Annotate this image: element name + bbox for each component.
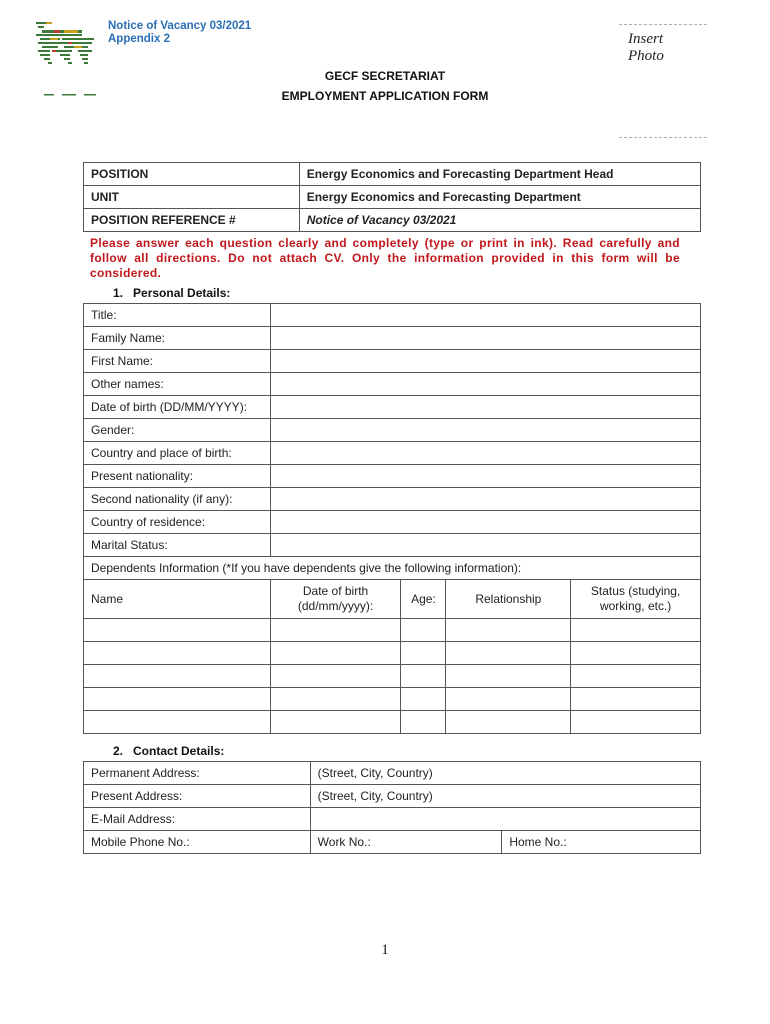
position-value: Energy Economics and Forecasting Department Head [299,163,700,186]
dependent-dob-cell[interactable] [270,665,401,688]
dependent-relationship-cell[interactable] [446,619,571,642]
field-label: Present nationality: [84,465,271,488]
permanent-address-input[interactable]: (Street, City, Country) [310,762,700,785]
first-name-input[interactable] [270,350,700,373]
table-row [84,304,701,327]
title-input[interactable] [270,304,700,327]
contact-details-table [83,761,701,854]
date-of-birth-input[interactable] [270,396,700,419]
gender-input[interactable] [270,419,700,442]
field-label: Other names: [84,373,271,396]
field-label: Date of birth (DD/MM/YYYY): [84,396,271,419]
photo-placeholder-line1: Insert [628,31,663,47]
unit-value: Energy Economics and Forecasting Department [299,186,700,209]
present-address-label: Present Address: [84,785,311,808]
field-label: Marital Status: [84,534,271,557]
dependent-status-header [571,580,701,619]
table-row [84,350,701,373]
org-title: GECF SECRETARIAT [324,69,446,83]
present-address-input[interactable]: (Street, City, Country) [310,785,700,808]
photo-frame-bottom [619,137,707,138]
table-row [84,488,701,511]
work-number-input[interactable]: Work No.: [310,831,502,854]
table-row [84,209,701,232]
table-row [84,373,701,396]
form-title: EMPLOYMENT APPLICATION FORM [281,89,489,103]
dependent-age-cell[interactable] [401,642,446,665]
dependent-status-cell[interactable] [571,665,701,688]
field-label: First Name: [84,350,271,373]
table-row [84,465,701,488]
email-input[interactable] [310,808,700,831]
dependent-name-cell[interactable] [84,665,271,688]
home-number-input[interactable]: Home No.: [502,831,701,854]
dependent-status-cell[interactable] [571,688,701,711]
appendix-label: Appendix 2 [108,33,170,45]
dependent-dob-cell[interactable] [270,619,401,642]
field-label: Second nationality (if any): [84,488,271,511]
table-row [84,557,701,580]
table-row [84,534,701,557]
position-table [83,162,701,232]
dependent-row [84,711,701,734]
marital-status-input[interactable] [270,534,700,557]
dependent-status-cell[interactable] [571,711,701,734]
table-row [84,831,701,854]
other-names-input[interactable] [270,373,700,396]
dependent-row [84,619,701,642]
dependent-dob-cell[interactable] [270,688,401,711]
field-label: Country of residence: [84,511,271,534]
dependent-dob-header [270,580,401,619]
second-nationality-input[interactable] [270,488,700,511]
dependent-age-header: Age: [401,580,446,619]
field-label: Title: [84,304,271,327]
photo-placeholder-line2: Photo [628,48,664,64]
photo-placeholder[interactable] [628,31,664,65]
contact-details-heading: 2. Contact Details: [113,744,225,758]
dependent-row [84,665,701,688]
dependent-name-cell[interactable] [84,619,271,642]
permanent-address-label: Permanent Address: [84,762,311,785]
country-of-residence-input[interactable] [270,511,700,534]
dependent-dob-cell[interactable] [270,711,401,734]
dependent-status-cell[interactable] [571,619,701,642]
dependent-name-cell[interactable] [84,688,271,711]
vacancy-number: Notice of Vacancy 03/2021 [108,20,252,32]
dependent-name-header: Name [84,580,271,619]
page-number: 1 [381,942,389,958]
table-row [84,327,701,350]
photo-frame-top [619,24,707,25]
field-label: Family Name: [84,327,271,350]
vacancy-reference [108,20,251,46]
dependent-age-cell[interactable] [401,688,446,711]
dependent-dob-header-line1: Date of birth [302,584,369,598]
position-reference-value: Notice of Vacancy 03/2021 [299,209,700,232]
table-row [84,163,701,186]
personal-details-table [83,303,701,734]
dependents-header-row [84,580,701,619]
dependent-dob-header-line2: (dd/mm/yyyy): [297,599,374,613]
dependent-age-cell[interactable] [401,619,446,642]
dependent-relationship-cell[interactable] [446,642,571,665]
position-label: POSITION [84,163,300,186]
position-reference-label: POSITION REFERENCE # [84,209,300,232]
dependent-name-cell[interactable] [84,711,271,734]
table-row [84,419,701,442]
dependent-status-header-line1: Status (studying, [590,584,681,598]
gecf-logo-icon [34,20,104,100]
dependent-relationship-cell[interactable] [446,688,571,711]
dependent-row [84,688,701,711]
present-nationality-input[interactable] [270,465,700,488]
table-row [84,808,701,831]
dependent-dob-cell[interactable] [270,642,401,665]
table-row [84,442,701,465]
table-row [84,186,701,209]
dependent-status-cell[interactable] [571,642,701,665]
family-name-input[interactable] [270,327,700,350]
unit-label: UNIT [84,186,300,209]
dependents-info-label: Dependents Information (*If you have dependents give the following information): [84,557,701,580]
email-label: E-Mail Address: [84,808,311,831]
field-label: Country and place of birth: [84,442,271,465]
mobile-phone-label: Mobile Phone No.: [84,831,311,854]
birthplace-input[interactable] [270,442,700,465]
table-row [84,762,701,785]
dependent-age-cell[interactable] [401,711,446,734]
table-row [84,511,701,534]
dependent-relationship-cell[interactable] [446,711,571,734]
dependent-row [84,642,701,665]
instructions-text: Please answer each question clearly and completely (type or print in ink). Read carefully and follow all directions. Do not attach CV. Only the information provided in this form will be considered. [90,236,680,280]
table-row [84,785,701,808]
dependent-relationship-cell[interactable] [446,665,571,688]
field-label: Gender: [84,419,271,442]
dependent-age-cell[interactable] [401,665,446,688]
personal-details-heading: 1. Personal Details: [113,286,231,300]
table-row [84,396,701,419]
dependent-status-header-line2: working, etc.) [599,599,672,613]
dependent-relationship-header: Relationship [446,580,571,619]
dependent-name-cell[interactable] [84,642,271,665]
